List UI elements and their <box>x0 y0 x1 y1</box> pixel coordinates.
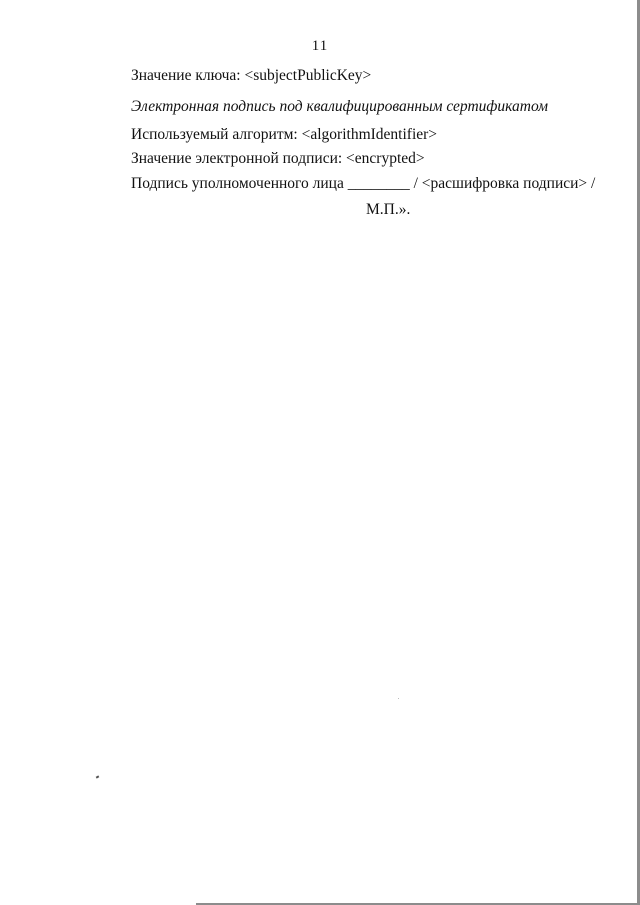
signature-section-heading: Электронная подпись под квалифицированным сертификатом <box>131 98 549 115</box>
scan-speck <box>96 775 100 778</box>
authorized-signature-line: Подпись уполномоченного лица ________ / <расшифровка подписи> / <box>131 175 596 192</box>
scan-speck <box>398 698 399 699</box>
signature-value-line: Значение электронной подписи: <encrypted> <box>131 150 425 167</box>
public-key-line: Значение ключа: <subjectPublicKey> <box>131 67 372 84</box>
page-number: 11 <box>311 38 329 54</box>
seal-placeholder: М.П.». <box>366 201 411 218</box>
algorithm-line: Используемый алгоритм: <algorithmIdentifier> <box>131 126 438 143</box>
